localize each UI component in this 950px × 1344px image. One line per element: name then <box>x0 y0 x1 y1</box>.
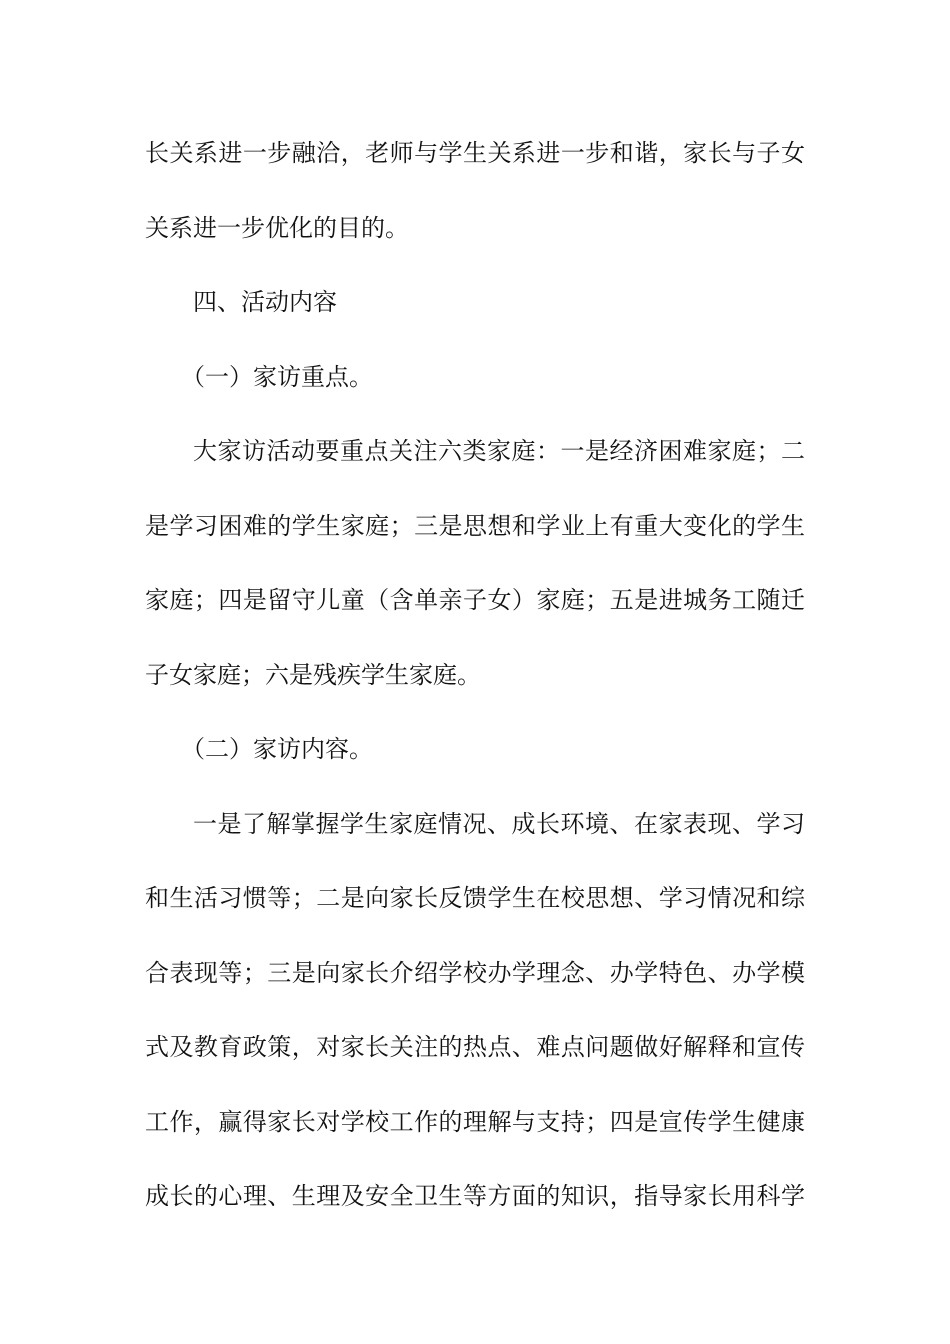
subsection-heading: （一）家访重点。 <box>181 363 373 391</box>
text-line: 大家访活动要重点关注六类家庭：一是经济困难家庭；二 <box>193 437 805 465</box>
text-line: 关系进一步优化的目的。 <box>145 214 409 242</box>
text-line: 和生活习惯等；二是向家长反馈学生在校思想、学习情况和综 <box>145 884 805 912</box>
subsection-heading: （二）家访内容。 <box>181 735 373 763</box>
text-line: 是学习困难的学生家庭；三是思想和学业上有重大变化的学生 <box>145 512 805 540</box>
text-line: 式及教育政策，对家长关注的热点、难点问题做好解释和宣传 <box>145 1033 805 1061</box>
text-line: 家庭；四是留守儿童（含单亲子女）家庭；五是进城务工随迁 <box>145 586 805 614</box>
text-line: 长关系进一步融洽，老师与学生关系进一步和谐，家长与子女 <box>145 139 805 167</box>
text-line: 一是了解掌握学生家庭情况、成长环境、在家表现、学习 <box>193 810 805 838</box>
text-line: 子女家庭；六是残疾学生家庭。 <box>145 661 481 689</box>
section-heading: 四、活动内容 <box>193 288 337 316</box>
text-line: 成长的心理、生理及安全卫生等方面的知识，指导家长用科学 <box>145 1182 805 1210</box>
text-line: 合表现等；三是向家长介绍学校办学理念、办学特色、办学模 <box>145 959 805 987</box>
text-line: 工作，赢得家长对学校工作的理解与支持；四是宣传学生健康 <box>145 1108 805 1136</box>
